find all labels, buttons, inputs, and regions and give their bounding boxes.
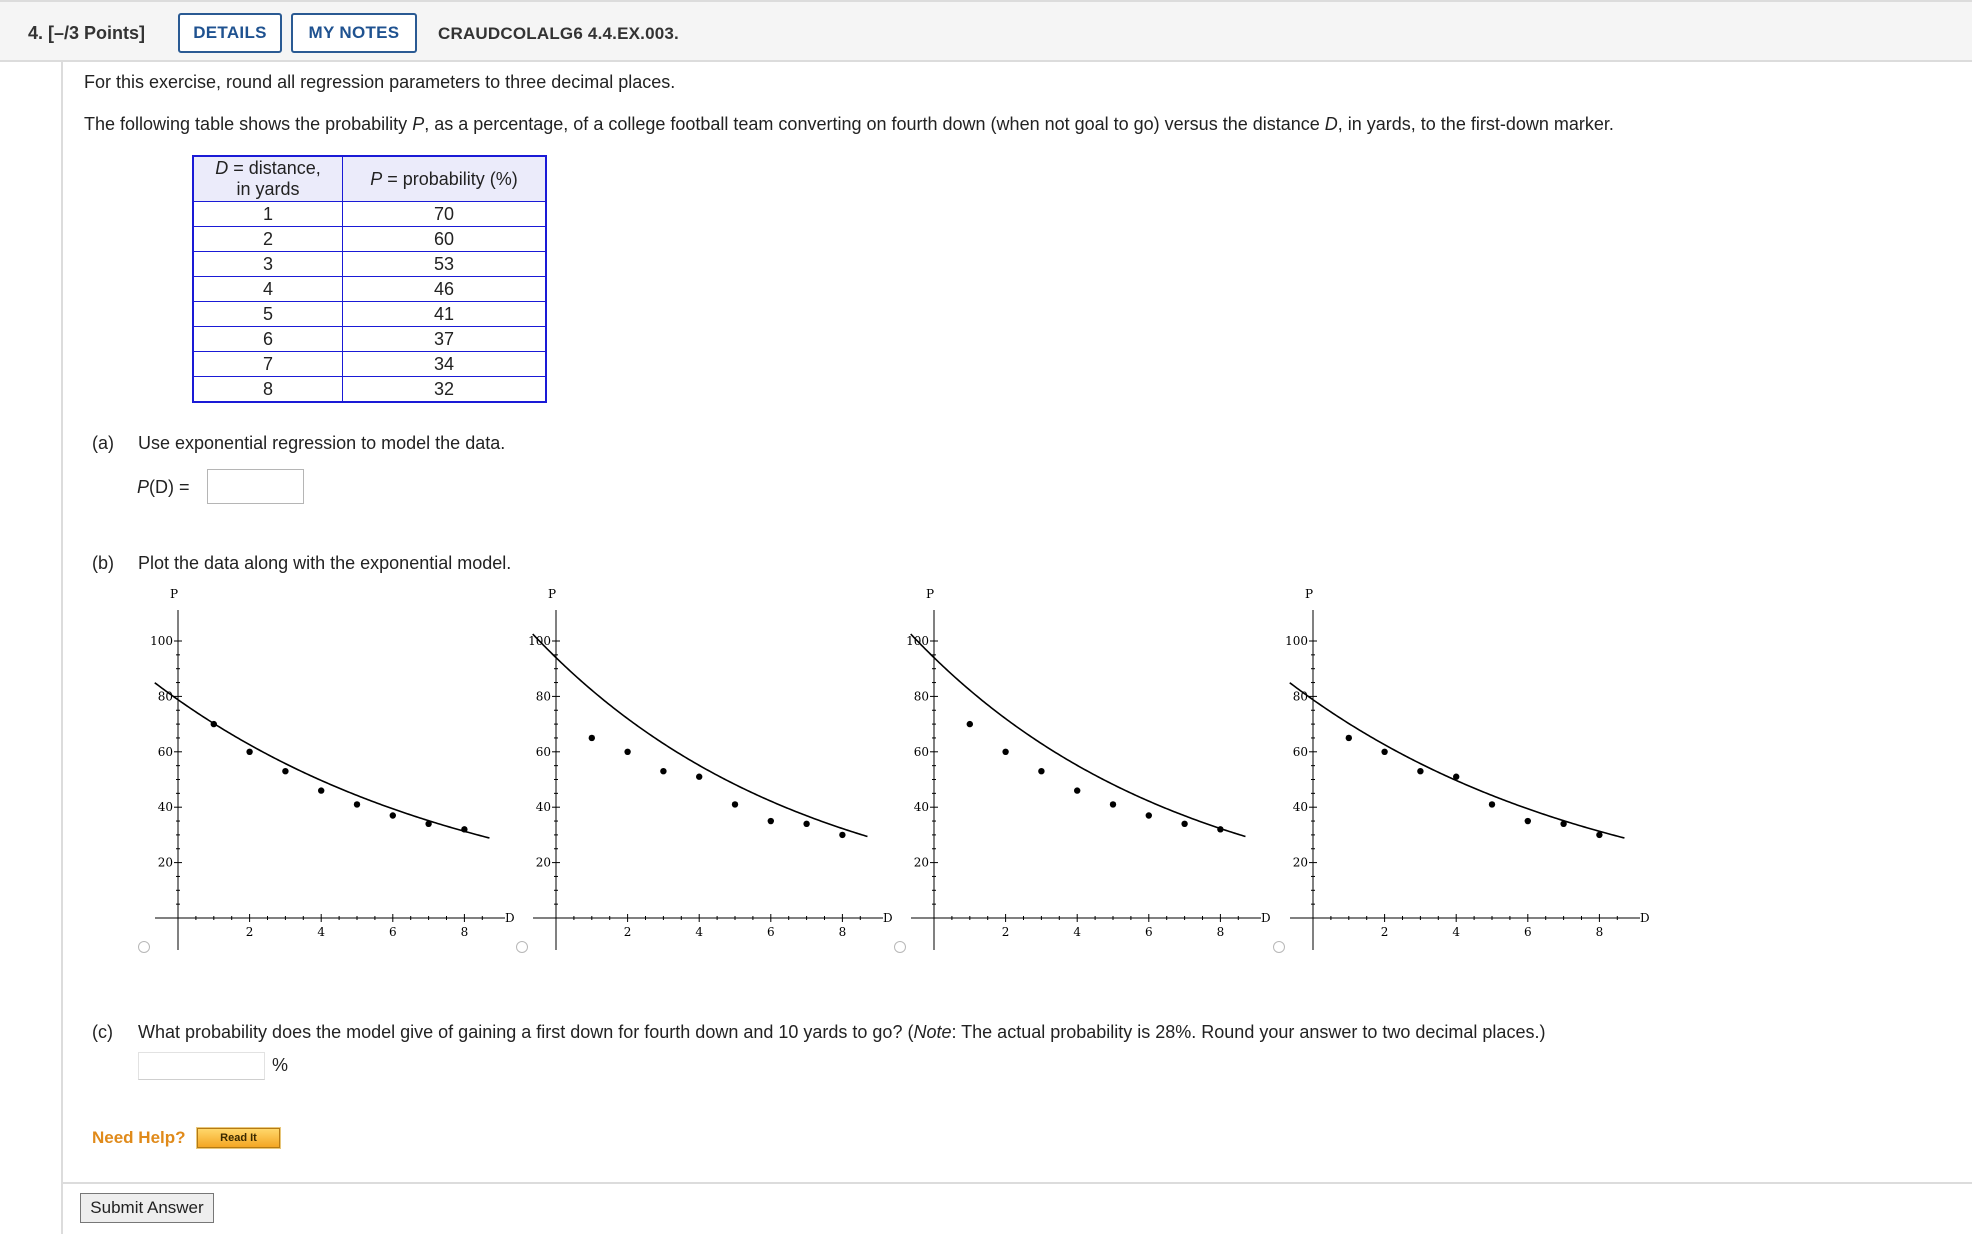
data-point [732, 801, 738, 807]
cell-probability: 60 [343, 227, 547, 252]
cell-distance: 4 [193, 277, 343, 302]
description-pre: The following table shows the probability [84, 114, 413, 134]
cell-distance: 3 [193, 252, 343, 277]
cell-distance: 7 [193, 352, 343, 377]
data-point [1074, 787, 1080, 793]
part-b-label: (b) [92, 553, 114, 573]
y-tick-label: 100 [1285, 634, 1308, 648]
data-point [1217, 826, 1223, 832]
data-point [1002, 749, 1008, 755]
graph-option-4[interactable] [1275, 580, 1655, 960]
model-curve [911, 634, 1246, 837]
part-b-prompt: Plot the data along with the exponential model. [138, 553, 512, 573]
table-row [193, 377, 546, 403]
y-tick-label: 100 [150, 634, 173, 648]
x-tick-label: 4 [317, 925, 326, 939]
cell-distance: 8 [193, 377, 343, 403]
x-tick-label: 6 [766, 925, 775, 939]
need-help-label: Need Help? [92, 1128, 186, 1147]
cell-distance: 2 [193, 227, 343, 252]
y-tick-label: 60 [1292, 744, 1308, 759]
data-point [211, 721, 217, 727]
data-point [1560, 821, 1566, 827]
data-point [768, 818, 774, 824]
read-it-button[interactable]: Read It [197, 1128, 280, 1148]
y-tick-label: 100 [906, 634, 929, 648]
table-row [193, 227, 546, 252]
data-point [660, 768, 666, 774]
var-d: D [1324, 114, 1338, 134]
regression-answer-input[interactable] [207, 469, 304, 504]
x-axis-label: D [883, 911, 893, 925]
percent-unit: % [272, 1055, 289, 1075]
question-points-label: 4. [–/3 Points] [28, 23, 146, 43]
data-point [1453, 774, 1459, 780]
cell-probability: 53 [343, 252, 547, 277]
x-tick-label: 6 [388, 925, 397, 939]
cell-probability: 37 [343, 327, 547, 352]
model-curve [155, 683, 490, 838]
data-table [192, 155, 547, 403]
y-axis-label: P [1304, 587, 1314, 601]
y-tick-label: 80 [157, 689, 173, 704]
part-a-prompt: Use exponential regression to model the data. [138, 433, 506, 453]
table-row [193, 352, 546, 377]
var-p: P [412, 114, 425, 134]
content-frame-left [61, 62, 63, 1234]
table-header-probability [343, 156, 547, 202]
x-axis-label: D [1261, 911, 1271, 925]
data-point [803, 821, 809, 827]
graph-option-1[interactable] [140, 580, 520, 960]
cell-probability: 34 [343, 352, 547, 377]
x-axis-label: D [1640, 911, 1650, 925]
x-tick-label: 6 [1144, 925, 1153, 939]
data-point [1110, 801, 1116, 807]
x-tick-label: 4 [695, 925, 704, 939]
x-tick-label: 2 [623, 925, 632, 939]
x-tick-label: 8 [1595, 925, 1604, 939]
y-tick-label: 40 [535, 800, 551, 815]
cell-probability: 70 [343, 202, 547, 227]
part-c-prompt-post: : The actual probability is 28%. Round your answer to two decimal places.) [951, 1022, 1546, 1042]
y-axis-label: P [925, 587, 935, 601]
answer-arg: (D) [149, 477, 175, 497]
question-id: CRAUDCOLALG6 4.4.EX.003. [438, 24, 679, 43]
y-tick-label: 60 [535, 744, 551, 759]
table-row [193, 327, 546, 352]
data-point [1346, 735, 1352, 741]
submit-answer-button[interactable]: Submit Answer [80, 1193, 214, 1223]
header-d-text: = distance, [228, 158, 321, 178]
table-row [193, 277, 546, 302]
part-c-prompt [138, 1022, 1545, 1043]
data-point [624, 749, 630, 755]
question-header [0, 0, 1972, 62]
y-tick-label: 40 [157, 800, 173, 815]
data-point [1038, 768, 1044, 774]
details-button[interactable]: DETAILS [178, 13, 282, 53]
x-tick-label: 8 [838, 925, 847, 939]
table-row [193, 202, 546, 227]
cell-distance: 5 [193, 302, 343, 327]
data-point [1596, 832, 1602, 838]
x-axis-label: D [505, 911, 515, 925]
part-a-label: (a) [92, 433, 114, 453]
y-tick-label: 20 [535, 855, 551, 870]
header-var-p: P [370, 168, 383, 189]
data-point [1417, 768, 1423, 774]
probability-answer-input[interactable] [138, 1052, 265, 1080]
part-c-label: (c) [92, 1022, 113, 1042]
cell-probability: 41 [343, 302, 547, 327]
table-row [193, 302, 546, 327]
data-point [967, 721, 973, 727]
data-point [696, 774, 702, 780]
header-p-text: = probability (%) [382, 168, 518, 189]
cell-probability: 46 [343, 277, 547, 302]
data-point [282, 768, 288, 774]
part-a-answer-label [137, 477, 190, 498]
answer-eq: = [174, 477, 190, 497]
description-post: , in yards, to the first-down marker. [1337, 114, 1614, 134]
part-c-note-word: Note [913, 1022, 952, 1042]
data-point [390, 812, 396, 818]
header-d-line2: in yards [236, 179, 300, 199]
x-tick-label: 2 [1380, 925, 1389, 939]
header-var-d: D [215, 158, 229, 178]
data-point [461, 826, 467, 832]
y-tick-label: 80 [913, 689, 929, 704]
y-tick-label: 60 [913, 744, 929, 759]
x-tick-label: 2 [245, 925, 254, 939]
x-tick-label: 4 [1452, 925, 1461, 939]
data-point [425, 821, 431, 827]
y-tick-label: 100 [528, 634, 551, 648]
my-notes-button[interactable]: MY NOTES [291, 13, 417, 53]
table-row [193, 252, 546, 277]
data-point [1181, 821, 1187, 827]
data-point [318, 787, 324, 793]
part-c-prompt-pre: What probability does the model give of gaining a first down for fourth down and 10 yards to go? ( [138, 1022, 914, 1042]
graph-option-2[interactable] [518, 580, 898, 960]
y-tick-label: 80 [535, 689, 551, 704]
data-point [1381, 749, 1387, 755]
cell-distance: 1 [193, 202, 343, 227]
data-point [1489, 801, 1495, 807]
x-tick-label: 8 [460, 925, 469, 939]
x-tick-label: 8 [1216, 925, 1225, 939]
y-tick-label: 40 [913, 800, 929, 815]
x-tick-label: 4 [1073, 925, 1082, 939]
model-curve [1290, 683, 1625, 838]
cell-distance: 6 [193, 327, 343, 352]
graph-option-3[interactable] [896, 580, 1276, 960]
x-tick-label: 2 [1001, 925, 1010, 939]
data-point [839, 832, 845, 838]
y-tick-label: 60 [157, 744, 173, 759]
y-axis-label: P [547, 587, 557, 601]
y-tick-label: 20 [157, 855, 173, 870]
y-axis-label: P [169, 587, 179, 601]
y-tick-label: 40 [1292, 800, 1308, 815]
data-point [246, 749, 252, 755]
x-tick-label: 6 [1523, 925, 1532, 939]
table-header-distance [193, 156, 343, 202]
instruction-text: For this exercise, round all regression parameters to three decimal places. [84, 72, 676, 92]
y-tick-label: 20 [1292, 855, 1308, 870]
answer-var-p: P [137, 477, 150, 497]
data-point [1525, 818, 1531, 824]
data-point [589, 735, 595, 741]
y-tick-label: 20 [913, 855, 929, 870]
description-mid: , as a percentage, of a college football team converting on fourth down (when not goal to go) versus the distance [424, 114, 1325, 134]
data-point [1146, 812, 1152, 818]
data-point [354, 801, 360, 807]
y-tick-label: 80 [1292, 689, 1308, 704]
cell-probability: 32 [343, 377, 547, 403]
model-curve [533, 634, 868, 837]
content-frame-bottom [61, 1182, 1972, 1184]
description-text [84, 114, 1614, 135]
